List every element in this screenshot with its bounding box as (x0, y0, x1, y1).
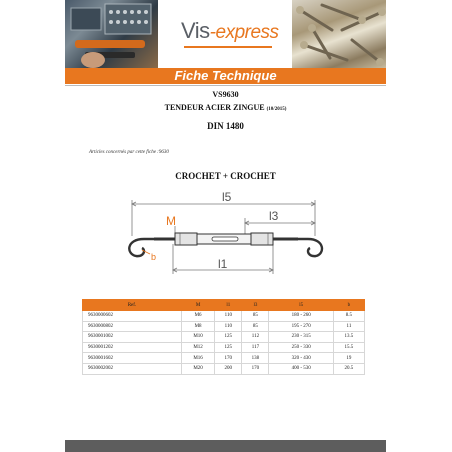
turnbuckle-diagram (120, 188, 335, 278)
product-name: TENDEUR ACIER ZINGUE (10/2015) (164, 103, 287, 112)
cell-b: 19 (333, 353, 364, 364)
cell-m: M8 (181, 321, 214, 332)
dim-label-l1: l1 (218, 257, 228, 271)
cell-m: M20 (181, 363, 214, 374)
table-row (83, 353, 365, 364)
tools-photo (65, 0, 158, 68)
specs-table (82, 299, 365, 375)
logo-underline (184, 46, 272, 48)
header-l5: l5 (269, 300, 333, 311)
cell-b: 11 (333, 321, 364, 332)
concerned-articles: Articles concernés par cette fiche :9630 (89, 150, 169, 155)
cell-l5: 400 - 530 (269, 363, 333, 374)
cell-l1: 110 (215, 321, 242, 332)
cell-m: M6 (181, 311, 214, 322)
dim-label-l3: l3 (269, 209, 279, 223)
dim-label-m: M (166, 214, 176, 228)
cell-l1: 125 (215, 332, 242, 343)
cell-l3: 112 (242, 332, 269, 343)
cell-l5: 195 - 270 (269, 321, 333, 332)
cell-l3: 85 (242, 311, 269, 322)
cell-l3: 117 (242, 342, 269, 353)
header-l3: l3 (242, 300, 269, 311)
cell-l1: 110 (215, 311, 242, 322)
product-norm: DIN 1480 (207, 121, 244, 131)
table-row (83, 332, 365, 343)
vis-express-logo[interactable]: Vis-express (181, 18, 279, 43)
cell-l3: 85 (242, 321, 269, 332)
variant-title: CROCHET + CROCHET (175, 171, 276, 181)
cell-l3: 170 (242, 363, 269, 374)
cell-ref: 9630000802 (83, 321, 182, 332)
cell-m: M12 (181, 342, 214, 353)
footer-bar (65, 440, 386, 452)
product-date: (10/2015) (266, 107, 287, 112)
cell-ref: 9630001202 (83, 342, 182, 353)
cell-l5: 230 - 315 (269, 332, 333, 343)
cell-l5: 180 - 260 (269, 311, 333, 322)
divider (65, 85, 386, 86)
cell-l3: 138 (242, 353, 269, 364)
cell-b: 15.5 (333, 342, 364, 353)
header-b: b (333, 300, 364, 311)
table-header-row (83, 300, 365, 311)
cell-l1: 200 (215, 363, 242, 374)
cell-l1: 125 (215, 342, 242, 353)
cell-ref: 9630001002 (83, 332, 182, 343)
product-ref: VS9630 (212, 90, 239, 99)
cell-l5: 250 - 330 (269, 342, 333, 353)
cell-m: M10 (181, 332, 214, 343)
header-ref: Ref. (83, 300, 182, 311)
header-l1: l1 (215, 300, 242, 311)
cell-ref: 9630000602 (83, 311, 182, 322)
dim-label-l5: l5 (222, 190, 232, 204)
cell-l1: 170 (215, 353, 242, 364)
cell-b: 13.5 (333, 332, 364, 343)
header-m: M (181, 300, 214, 311)
cell-ref: 9630001602 (83, 353, 182, 364)
dim-label-b: b (151, 252, 157, 262)
table-row (83, 311, 365, 322)
table-row (83, 321, 365, 332)
cell-m: M16 (181, 353, 214, 364)
table-row (83, 342, 365, 353)
cell-l5: 320 - 430 (269, 353, 333, 364)
cell-b: 20.5 (333, 363, 364, 374)
table-row (83, 363, 365, 374)
cell-ref: 9630002002 (83, 363, 182, 374)
screws-photo (292, 0, 386, 68)
cell-b: 8.5 (333, 311, 364, 322)
banner-title: Fiche Technique (174, 68, 277, 83)
